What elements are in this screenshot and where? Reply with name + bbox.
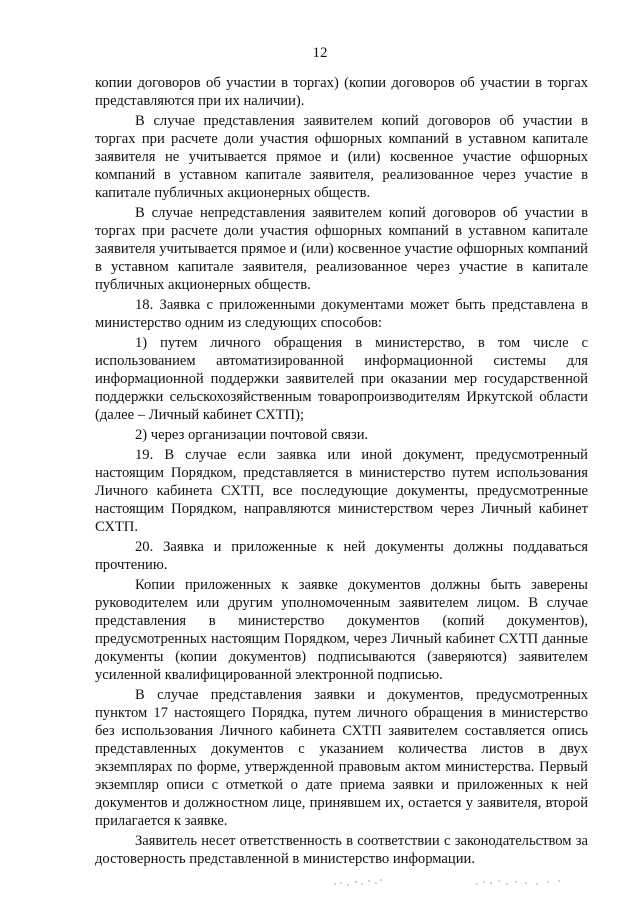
paragraph-responsibility: Заявитель несет ответственность в соответствии с законодательством за достоверность представленной в министерство информации. — [95, 833, 588, 867]
paragraph-item-19: 19. В случае если заявка или иной документ, предусмотренный настоящим Порядком, представляется в министерство путем использования Личного кабинета СХТП, все последующие документы, предусмотренные настоящим Порядком, направляются министерством через Личный кабинет СХТП. — [95, 447, 588, 535]
paragraph-certified-copies: Копии приложенных к заявке документов должны быть заверены руководителем или другим уполномоченным заявителем лицом. В случае представления в министерство документов (копий документов), предусмотренных настоящим Порядком, через Личный кабинет СХТП данные документы (копии документов) подписываются (заверяются) заявителем усиленной квалифицированной электронной подписью. — [95, 577, 588, 683]
page-number: 12 — [312, 45, 328, 61]
paragraph-item-20: 20. Заявка и приложенные к ней документы должны поддаваться прочтению. — [95, 539, 588, 573]
paragraph-continuation: копии договоров об участии в торгах) (копии договоров об участии в торгах представляются при их наличии). — [95, 75, 588, 109]
paragraph-copies-provided: В случае представления заявителем копий договоров об участии в торгах при расчете доли участия офшорных компаний в уставном капитале заявителя не учитывается прямое и (или) косвенное участие офшорных компаний в уставном капитале заявителя, реализованное через участие в капитале публичных акционерных обществ. — [95, 113, 588, 201]
paragraph-method-1: 1) путем личного обращения в министерство, в том числе с использованием автоматизированной информационной системы для информационной поддержки заявителей при оказании мер государственной поддержки сельскохозяйственным товаропроизводителям Иркутской области (далее – Личный кабинет СХТП); — [95, 335, 588, 423]
paragraph-method-2: 2) через организации почтовой связи. — [135, 427, 369, 443]
document-body — [95, 74, 588, 868]
paragraph-copies-not-provided: В случае непредставления заявителем копий договоров об участии в торгах при расчете доли участия офшорных компаний в уставном капитале заявителя учитывается прямое и (или) косвенное участие офшорных компаний в уставном капитале заявителя, реализованное через участие в капитале публичных акционерных обществ. — [95, 205, 588, 293]
paragraph-item-18: 18. Заявка с приложенными документами может быть представлена в министерство одним из следующих способов: — [95, 297, 588, 331]
paragraph-inventory: В случае представления заявки и документов, предусмотренных пунктом 17 настоящего Порядка, путем личного обращения в министерство без использования Личного кабинета СХТП заявителем составляется опись представленных документов с указанием количества листов в двух экземплярах по форме, утвержденной правовым актом министерства. Первый экземпляр описи с отметкой о дате приема заявки и приложенных к ней документов и должностном лице, принявшем их, остается у заявителя, второй прилагается к заявке. — [95, 687, 588, 829]
